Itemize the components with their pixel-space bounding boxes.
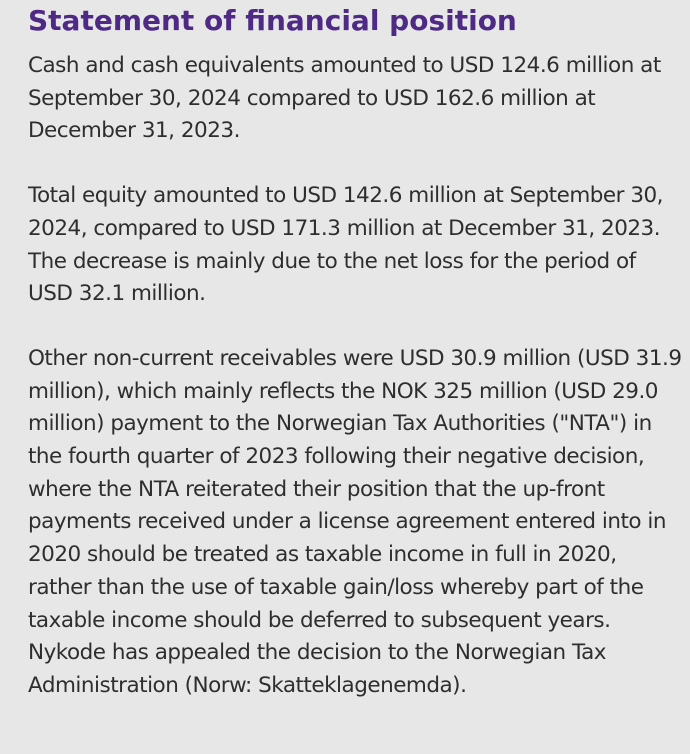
section-heading: Statement of financial position: [28, 4, 517, 37]
paragraph-receivables: Other non-current receivables were USD 30.9 million (USD 31.9 million), which mainly reflects the NOK 325 million (USD 29.0 million) payment to the Norwegian Tax Authorities ("NTA") in the fourth quarter of 2023 following their negative decision, where the NTA reiterated their position that the up-front payments received under a license agreement entered into in 2020 should be treated as taxable income in full in 2020, rather than the use of taxable gain/loss whereby part of the taxable income should be deferred to subsequent years. Nykode has appealed the decision to the Norwegian Tax Administration (Norw: Skatteklagenemda).: [28, 345, 682, 698]
paragraph-cash: Cash and cash equivalents amounted to USD 124.6 million at September 30, 2024 compared to USD 162.6 million at December 31, 2023.: [28, 53, 661, 144]
document-section: [28, 0, 683, 703]
paragraph-equity: Total equity amounted to USD 142.6 million at September 30, 2024, compared to USD 171.3 million at December 31, 2023. The decrease is mainly due to the net loss for the period of USD 32.1 million.: [28, 183, 664, 307]
